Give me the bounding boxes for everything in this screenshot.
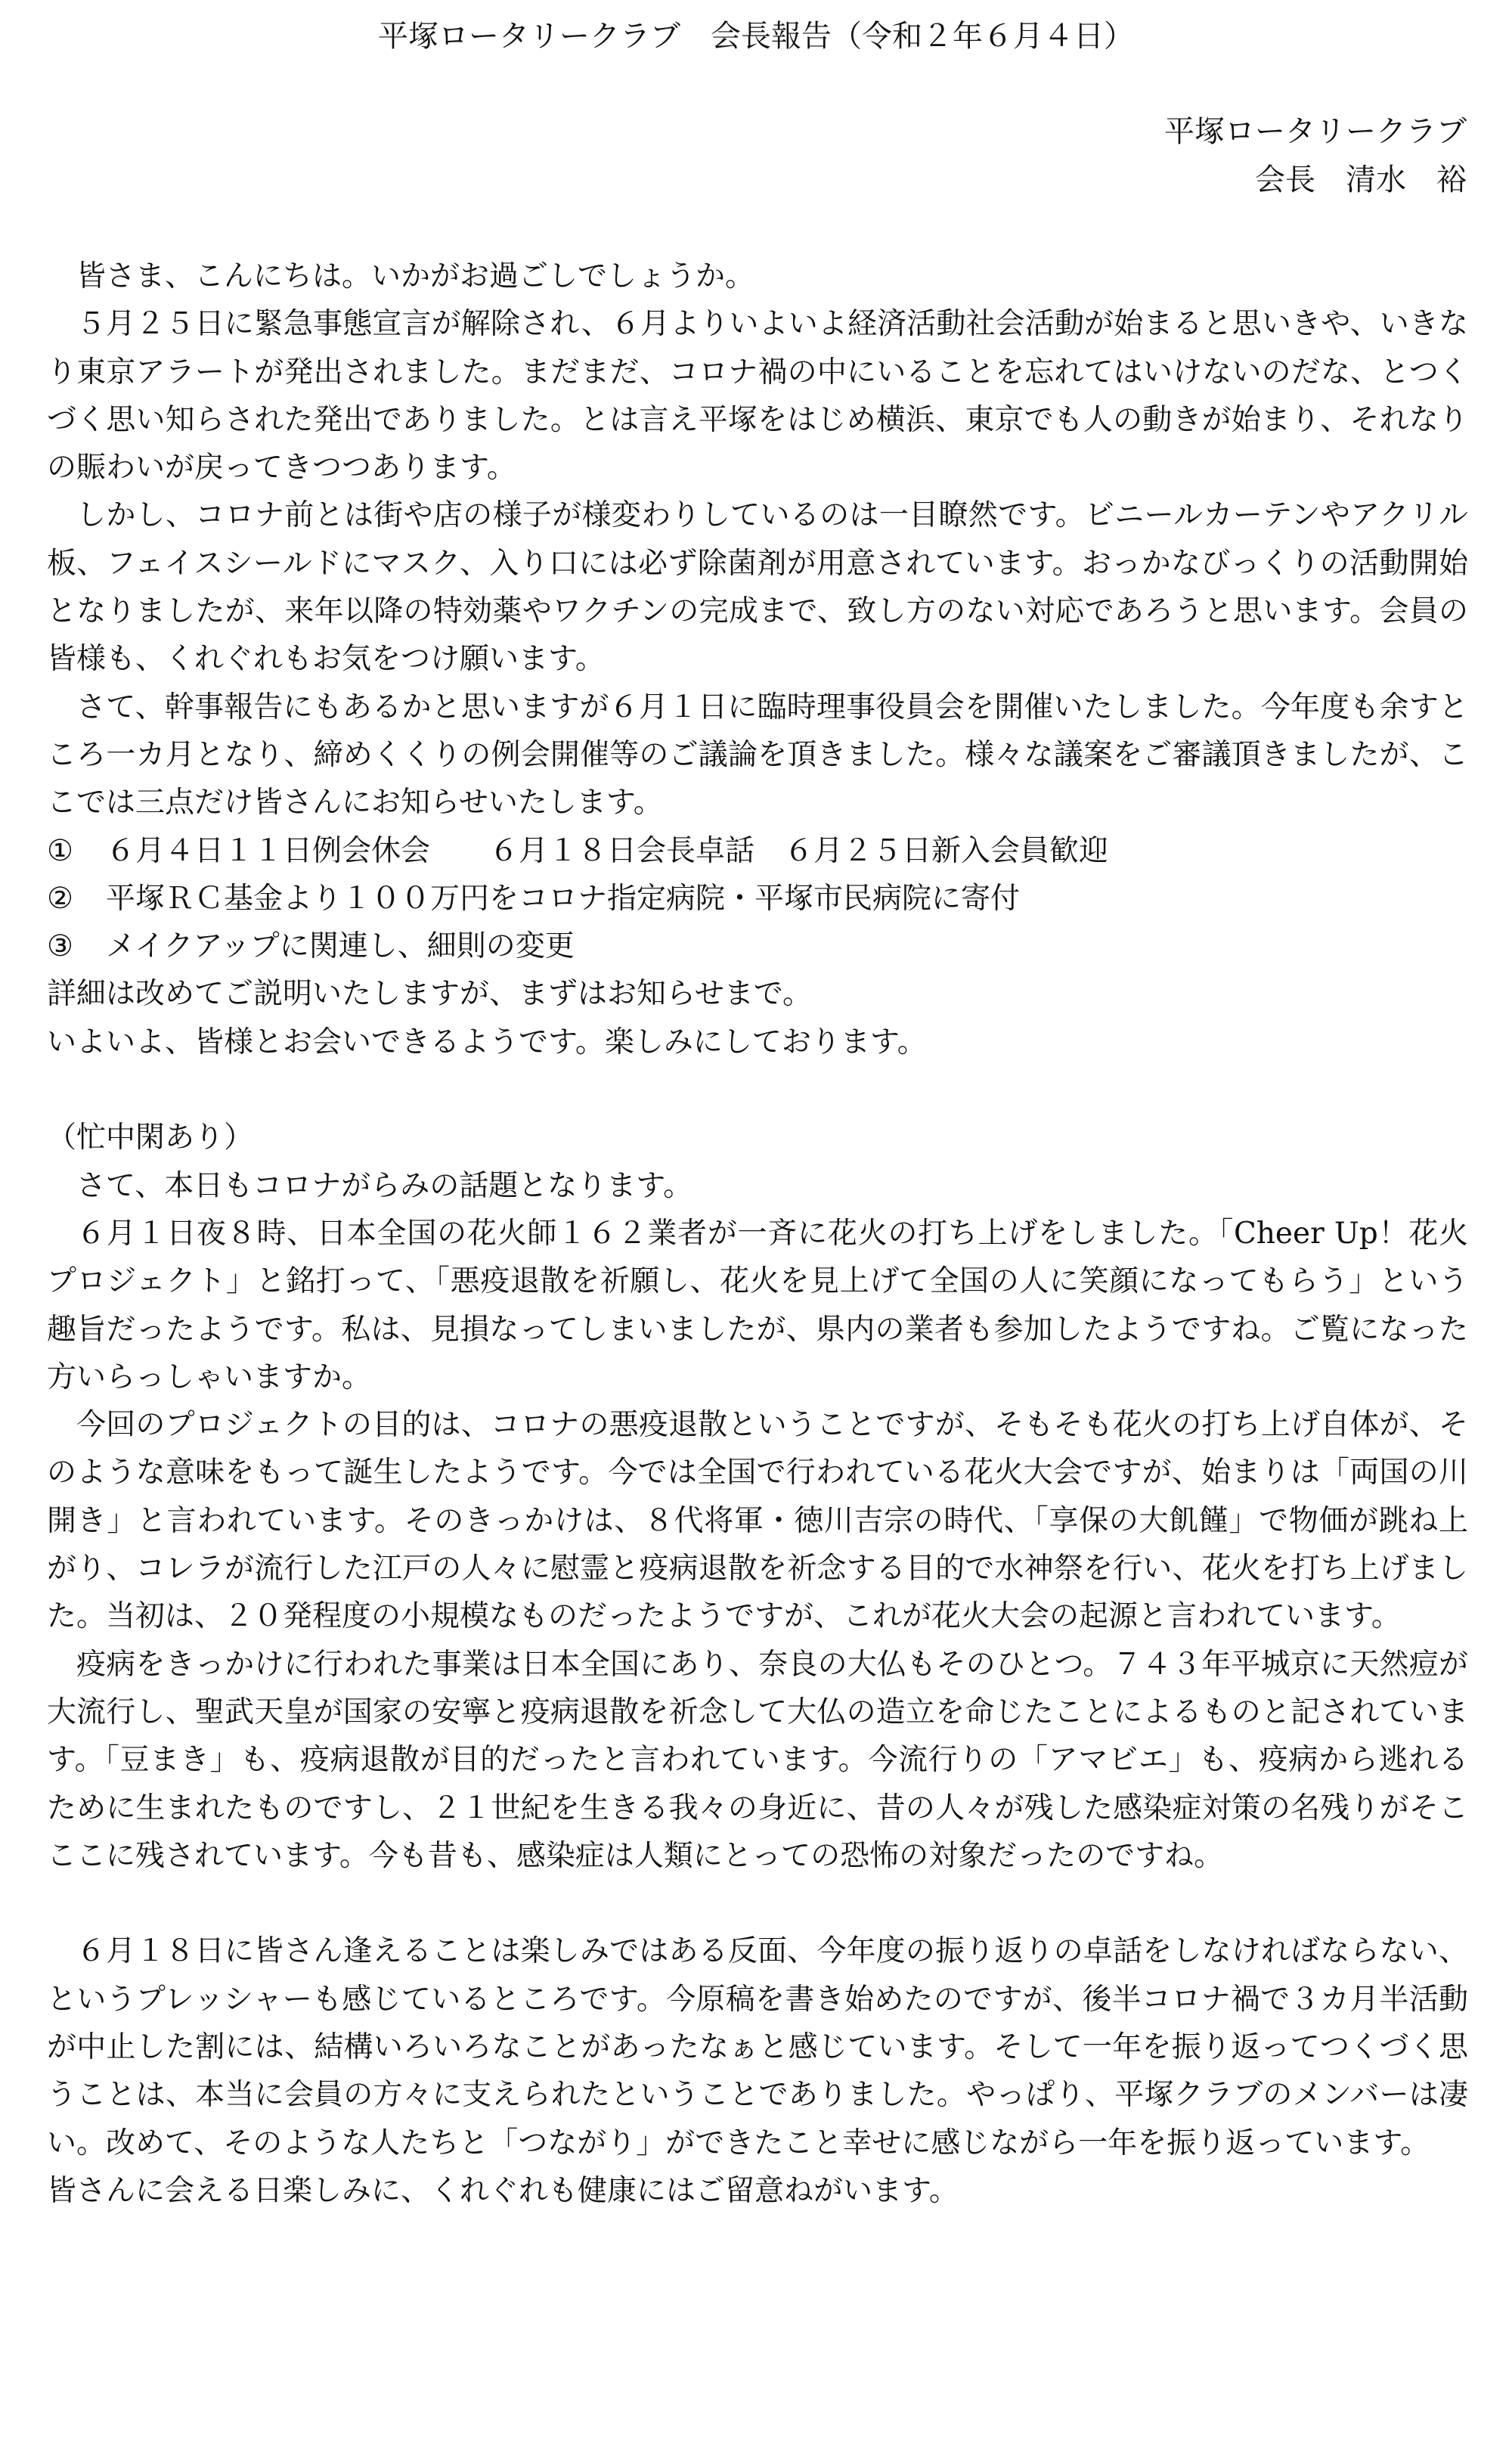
section-heading: （忙中閑あり） [47,1121,254,1155]
greeting-paragraph: 皆さま、こんにちは。いかがお過ごしでしょうか。 [76,259,755,293]
list-number: ② [47,881,73,916]
list-item [47,923,1468,970]
paragraph: いよいよ、皆様とお会いできるようです。楽しみにしております。 [47,1025,927,1059]
closing-paragraph: 皆さんに会える日楽しみに、くれぐれも健康にはご留意ねがいます。 [47,2173,959,2208]
paragraph: さて、本日もコロナがらみの話題となります。 [76,1168,693,1203]
list-number: ① [47,833,73,868]
list-text: メイクアップに関連し、細則の変更 [106,929,575,964]
paragraph: しかし、コロナ前とは街や店の様子が様変わりしているのは一目瞭然です。ビニールカーテンやアクリル板、フェイスシールドにマスク、入り口には必ず除菌剤が用意されています。おっかなびっくりの活動開始となりましたが、来年以降の特効薬やワクチンの完成まで、致し方のない対応であろうと思います。会員の皆様も、くれぐれもお気をつけ願います。 [47,498,1468,677]
list-number: ③ [47,929,73,964]
list-text: ６月４日１１日例会休会 ６月１８日会長卓話 ６月２５日新入会員歓迎 [106,833,1109,868]
paragraph: ６月１日夜８時、日本全国の花火師１６２業者が一斉に花火の打ち上げをしました。「Cheer Up！花火プロジェクト」と銘打って、「悪疫退散を祈願し、花火を見上げて全国の人に笑顔になってもらう」という趣旨だったようです。私は、見損なってしまいましたが、県内の業者も参加したようですね。ご覧になった方いらっしゃいますか。 [47,1216,1468,1394]
spacer [47,1066,1468,1114]
paragraph: ６月１８日に皆さん逢えることは楽しみではある反面、今年度の振り返りの卓話をしなければならない、というプレッシャーも感じているところです。今原稿を書き始めたのですが、後半コロナ禍で３カ月半活動が中止した割には、結構いろいろなことがあったなぁと感じています。そして一年を振り返ってつくづく思うことは、本当に会員の方々に支えられたということでありました。やっぱり、平塚クラブのメンバーは凄い。改めて、そのような人たちと「つながり」ができたこと幸せに感じながら一年を振り返っています。 [47,1934,1468,2160]
spacer [47,1880,1468,1927]
paragraph: ５月２５日に緊急事態宣言が解除され、６月よりいよいよ経済活動社会活動が始まると思いきや、いきなり東京アラートが発出されました。まだまだ、コロナ禍の中にいることを忘れてはいけないのだな、とつくづく思い知らされた発出でありました。とは言え平塚をはじめ横浜、東京でも人の動きが始まり、それなりの賑わいが戻ってきつつあります。 [47,307,1468,485]
paragraph: 疫病をきっかけに行われた事業は日本全国にあり、奈良の大仏もそのひとつ。７４３年平城京に天然痘が大流行し、聖武天皇が国家の安寧と疫病退散を祈念して大仏の造立を命じたことによるものと記されています。「豆まき」も、疫病退散が目的だったと言われています。今流行りの「アマビエ」も、疫病から逃れるために生まれたものですし、２１世紀を生きる我々の身近に、昔の人々が残した感染症対策の名残りがそこここに残されています。今も昔も、感染症は人類にとっての恐怖の対象だったのですね。 [47,1647,1468,1873]
document-body [47,253,1468,2215]
list-item [47,827,1468,875]
document-title: 平塚ロータリークラブ 会長報告（令和２年６月４日） [378,19,1134,54]
list-text: 平塚ＲＣ基金より１００万円をコロナ指定病院・平塚市民病院に寄付 [106,881,1021,916]
paragraph: 今回のプロジェクトの目的は、コロナの悪疫退散ということですが、そもそも花火の打ち上げ自体が、そのような意味をもって誕生したようです。今では全国で行われている花火大会ですが、始まりは「両国の川開き」と言われています。そのきっかけは、８代将軍・徳川吉宗の時代、「享保の大飢饉」で物価が跳ね上がり、コレラが流行した江戸の人々に慰霊と疫病退散を祈念する目的で水神祭を行い、花火を打ち上げました。当初は、２０発程度の小規模なものだったようですが、これが花火大会の起源と言われています。 [47,1408,1468,1634]
list-item [47,875,1468,923]
author-block [1164,107,1467,204]
org-name: 平塚ロータリークラブ [1164,114,1467,149]
author-name: 会長 清水 裕 [1255,163,1467,197]
paragraph: さて、幹事報告にもあるかと思いますが６月１日に臨時理事役員会を開催いたしました。今年度も余すところ一カ月となり、締めくくりの例会開催等のご議論を頂きました。様々な議案をご審議頂きましたが、ここでは三点だけ皆さんにお知らせいたします。 [47,690,1468,820]
paragraph: 詳細は改めてご説明いたしますが、まずはお知らせまで。 [47,977,813,1012]
